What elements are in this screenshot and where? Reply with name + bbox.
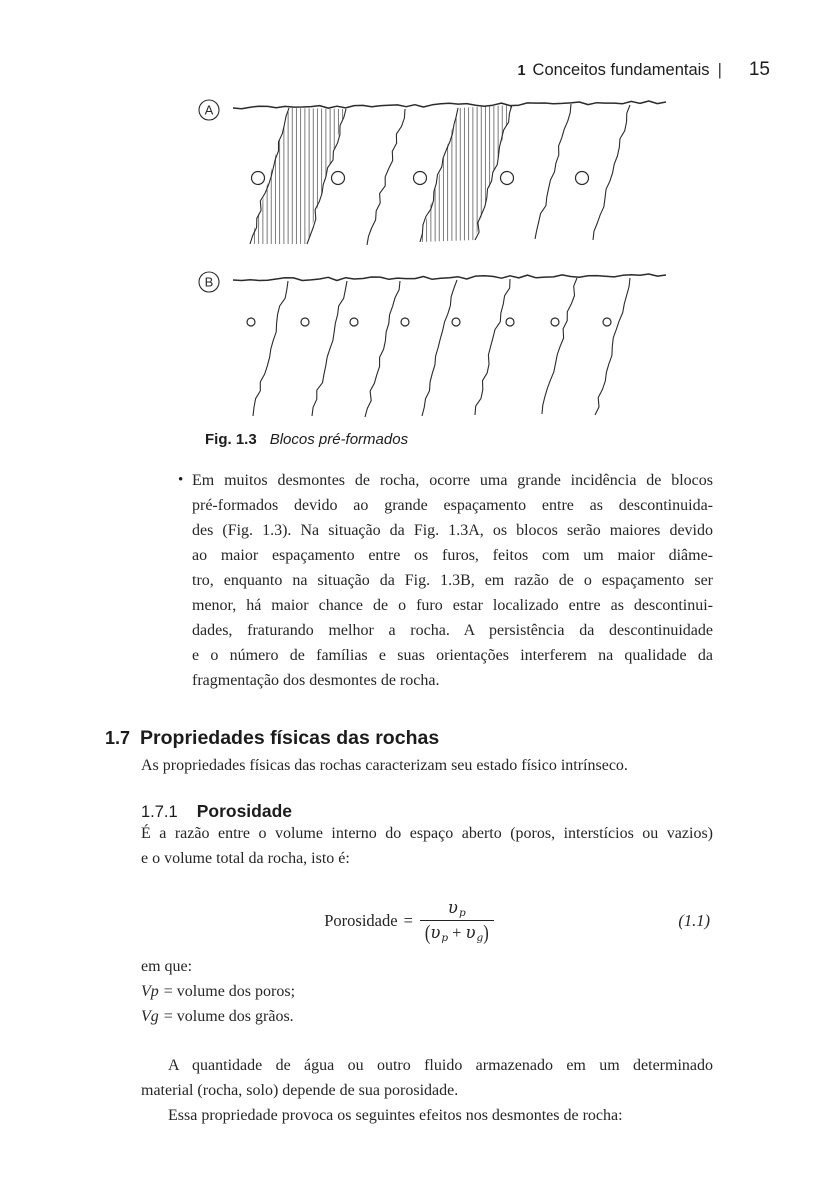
- surface-line: [233, 101, 666, 109]
- borehole-circle: [551, 318, 559, 326]
- discontinuity-line: [253, 281, 288, 416]
- equation: [141, 892, 713, 950]
- subsection-title: Porosidade: [196, 801, 293, 821]
- close-paren: ): [483, 919, 489, 945]
- subsection-number: 1.7.1: [141, 803, 178, 821]
- borehole-circle: [301, 318, 309, 326]
- denominator-variable-2: υ: [465, 922, 476, 942]
- equation-body: [324, 898, 493, 945]
- text-line: pré-formados devido ao grande espaçamento entre as descontinuida-: [192, 497, 713, 514]
- page-header: [0, 59, 770, 81]
- borehole-circle: [506, 318, 514, 326]
- figure-panel-b: [190, 266, 670, 431]
- borehole-circle: [252, 172, 265, 185]
- borehole-circle: [414, 172, 427, 185]
- equation-lhs: Porosidade: [324, 911, 398, 930]
- bullet-marker: •: [178, 472, 184, 488]
- text-line: Em muitos desmontes de rocha, ocorre uma grande incidência de blocos: [192, 472, 713, 489]
- chapter-title: Conceitos fundamentais: [532, 61, 710, 79]
- text-line: tro, enquanto na situação da Fig. 1.3B, em razão de o espaçamento ser: [192, 572, 713, 589]
- borehole-circle: [332, 172, 345, 185]
- text-line: des (Fig. 1.3). Na situação da Fig. 1.3A, os blocos serão maiores devido: [192, 522, 713, 539]
- borehole-circle: [350, 318, 358, 326]
- section-title: Propriedades físicas das rochas: [140, 727, 440, 749]
- equals-sign: =: [403, 911, 413, 930]
- text-line: dades, fraturando melhor a rocha. A persistência da descontinuidade: [192, 622, 713, 639]
- borehole-circle: [247, 318, 255, 326]
- surface-line: [233, 274, 666, 281]
- text-line: ao maior espaçamento entre os furos, feitos com um maior diâme-: [192, 547, 713, 564]
- figure-caption-label: Fig. 1.3: [205, 431, 257, 448]
- text-line: É a razão entre o volume interno do espaço aberto (poros, interstícios ou vazios): [141, 825, 713, 842]
- discontinuity-line: [367, 109, 405, 245]
- fraction-denominator: [420, 919, 494, 945]
- subsection-body: [141, 821, 713, 871]
- discontinuity-line: [475, 279, 510, 415]
- figure-caption-text: Blocos pré-formados: [269, 431, 409, 448]
- body-paragraphs: [141, 1053, 713, 1128]
- bullet-paragraph-text: [192, 468, 713, 693]
- variable-term: Vg: [141, 1008, 159, 1025]
- figure-caption: [205, 429, 408, 451]
- variable-term: Vp: [141, 983, 159, 1000]
- discontinuity-line: [593, 105, 630, 240]
- plus-sign: +: [452, 922, 462, 942]
- equation-number: (1.1): [678, 911, 710, 930]
- denominator-subscript-2: g: [476, 931, 484, 944]
- discontinuity-line: [535, 104, 571, 239]
- text-line: A quantidade de água ou outro fluido armazenado em um determinado: [168, 1057, 713, 1074]
- discontinuity-line: [365, 281, 400, 417]
- figure-panel-a-drawing: [190, 92, 670, 254]
- borehole-circle: [576, 172, 589, 185]
- figure-panel-a: [190, 92, 670, 259]
- fraction: [420, 898, 494, 945]
- text-line: e o número de famílias e suas orientações interferem na qualidade da: [192, 647, 713, 664]
- section-number: 1.7: [105, 728, 131, 748]
- chapter-number: 1: [517, 63, 526, 79]
- where-item: [141, 979, 713, 1004]
- discontinuity-line: [422, 280, 457, 416]
- figure-panel-b-drawing: [190, 266, 670, 426]
- text-line: menor, há maior chance de o furo estar localizado entre as descontinui-: [192, 597, 713, 614]
- section-intro: As propriedades físicas das rochas caracterizam seu estado físico intrínseco.: [141, 757, 628, 774]
- text-line: fragmentação dos desmontes de rocha.: [192, 672, 440, 689]
- where-item: [141, 1004, 713, 1029]
- borehole-circle: [501, 172, 514, 185]
- variable-definition: = volume dos grãos.: [163, 1008, 294, 1025]
- open-paren: (: [424, 919, 431, 945]
- bullet-paragraph: [178, 468, 713, 693]
- section-heading: [105, 725, 439, 751]
- hatch-band: [420, 105, 512, 242]
- borehole-circle: [401, 318, 409, 326]
- denominator-subscript-1: p: [441, 931, 449, 944]
- discontinuity-line: [542, 278, 577, 414]
- fraction-numerator: [445, 899, 469, 920]
- panel-label: B: [204, 274, 214, 290]
- discontinuity-line: [312, 281, 347, 416]
- borehole-circle: [452, 318, 460, 326]
- numerator-variable: υ: [447, 898, 458, 918]
- panel-label: A: [204, 102, 214, 118]
- where-intro: em que:: [141, 958, 193, 975]
- numerator-subscript: p: [458, 907, 466, 920]
- page-number: 15: [748, 59, 770, 80]
- text-line: material (rocha, solo) depende de sua porosidade.: [141, 1082, 459, 1099]
- header-divider: |: [717, 61, 722, 79]
- borehole-circle: [603, 318, 611, 326]
- text-line: Essa propriedade provoca os seguintes efeitos nos desmontes de rocha:: [168, 1107, 623, 1124]
- where-list: [141, 954, 713, 1029]
- denominator-variable-1: υ: [430, 922, 441, 942]
- variable-definition: = volume dos poros;: [163, 983, 296, 1000]
- discontinuity-line: [595, 278, 630, 415]
- text-line: e o volume total da rocha, isto é:: [141, 850, 350, 867]
